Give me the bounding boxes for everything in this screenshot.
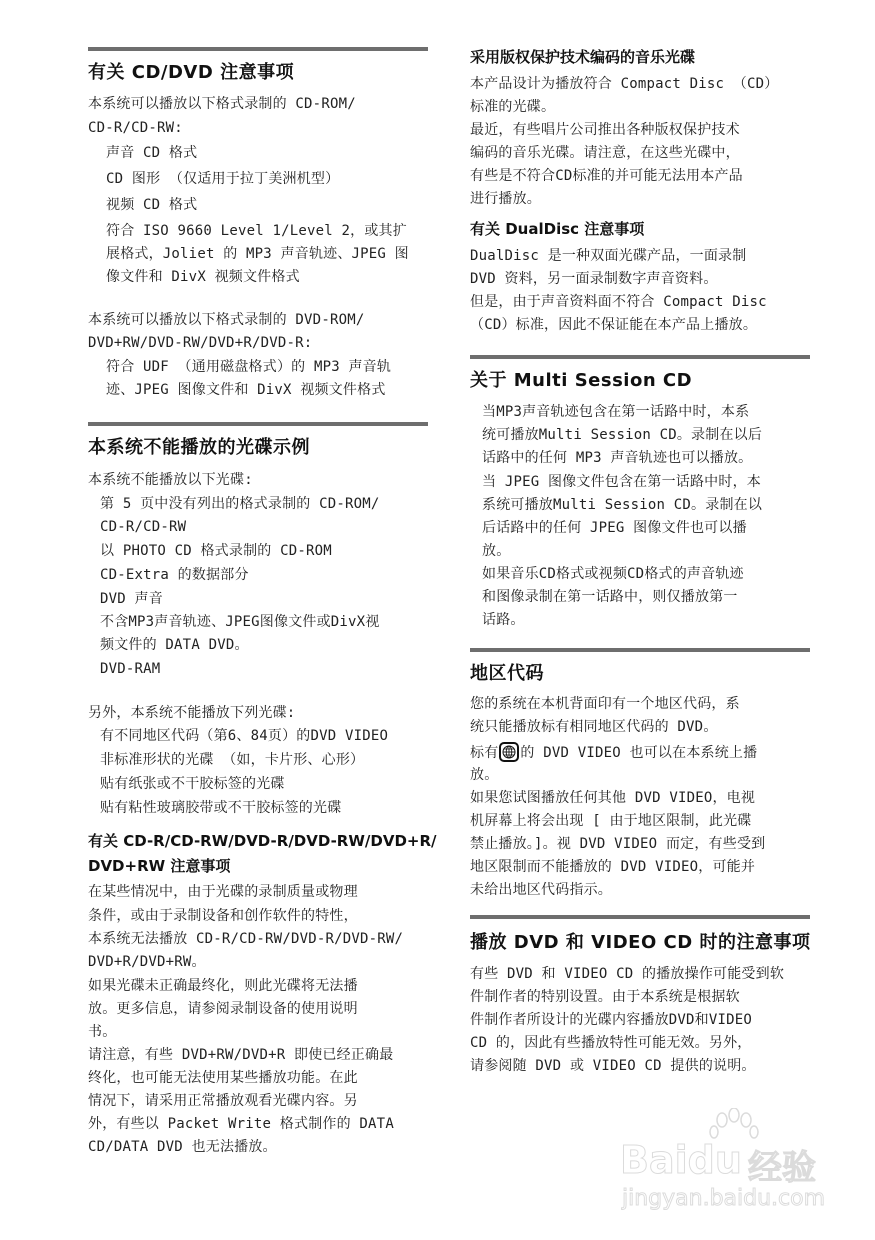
paragraph-line: CD-R/CD-RW: xyxy=(88,120,183,136)
baidu-watermark xyxy=(620,1108,830,1218)
list-item: 系统可播放Multi Session CD。录制在以 xyxy=(482,497,763,513)
section-rule xyxy=(470,355,810,359)
list-item: 非标准形状的光碟 （如，卡片形、心形） xyxy=(100,752,365,768)
section-title: 本系统不能播放的光碟示例 xyxy=(88,437,310,458)
paragraph-line: 机屏幕上将会出现 [ 由于地区限制，此光碟 xyxy=(470,813,752,829)
list-item: 以 PHOTO CD 格式录制的 CD-ROM xyxy=(100,543,332,559)
section-title: 有关 CD/DVD 注意事项 xyxy=(88,62,295,83)
paragraph-line: CD 的，因此有些播放特性可能无效。另外， xyxy=(470,1035,752,1051)
paragraph-line: 在某些情况中，由于光碟的录制质量或物理 xyxy=(88,884,358,900)
list-item: 放。 xyxy=(482,543,511,559)
list-item: 贴有粘性玻璃胶带或不干胶标签的光碟 xyxy=(100,800,342,816)
icon-line-prefix: 标有 xyxy=(470,745,499,761)
paragraph-line: DualDisc 是一种双面光碟产品，一面录制 xyxy=(470,248,747,264)
watermark-url: jingyan.baidu.com xyxy=(622,1186,826,1211)
subsection-title: 有关 CD-R/CD-RW/DVD-R/DVD-RW/DVD+R/ xyxy=(88,832,437,850)
watermark-brand: Baidu xyxy=(620,1138,742,1182)
list-item: 视频 CD 格式 xyxy=(106,197,198,213)
paragraph-line: CD/DATA DVD 也无法播放。 xyxy=(88,1139,277,1155)
paragraph-line: 标准的光碟。 xyxy=(470,99,556,115)
paragraph-line: （CD）标准，因此不保证能在本产品上播放。 xyxy=(470,317,758,333)
list-item: 后话路中的任何 JPEG 图像文件也可以播 xyxy=(482,520,747,536)
paragraph-line: DVD 资料，另一面录制数字声音资料。 xyxy=(470,271,718,287)
paragraph-line: 未给出地区代码指示。 xyxy=(470,882,612,898)
list-item: 当MP3声音轨迹包含在第一话路中时，本系 xyxy=(482,404,750,420)
list-item: 不含MP3声音轨迹、JPEG图像文件或DivX视 xyxy=(100,614,380,630)
paragraph-line: 终化，也可能无法使用某些播放功能。在此 xyxy=(88,1070,358,1086)
paragraph-line: 如果光碟未正确最终化，则此光碟将无法播 xyxy=(88,978,358,994)
paragraph-line: 件制作者所设计的光碟内容播放DVD和VIDEO xyxy=(470,1012,753,1028)
paragraph-line: 书。 xyxy=(88,1024,117,1040)
section-rule xyxy=(470,915,810,919)
list-item: 统可播放Multi Session CD。录制在以后 xyxy=(482,427,763,443)
subsection-title: 采用版权保护技术编码的音乐光碟 xyxy=(470,48,696,66)
paragraph-line: 请参阅随 DVD 或 VIDEO CD 提供的说明。 xyxy=(470,1058,756,1074)
list-item: DVD 声音 xyxy=(100,591,163,607)
paragraph-line: 另外，本系统不能播放下列光碟: xyxy=(88,705,296,721)
list-item: 声音 CD 格式 xyxy=(106,145,198,161)
paragraph-line: 本产品设计为播放符合 Compact Disc （CD） xyxy=(470,76,779,92)
list-item: 符合 UDF （通用磁盘格式）的 MP3 声音轨 xyxy=(106,359,392,375)
paragraph-line: 如果您试图播放任何其他 DVD VIDEO，电视 xyxy=(470,790,756,806)
paragraph-line: 进行播放。 xyxy=(470,191,541,207)
paragraph-line: 您的系统在本机背面印有一个地区代码，系 xyxy=(470,696,740,712)
paragraph-line: 编码的音乐光碟。请注意，在这些光碟中， xyxy=(470,145,740,161)
list-item: 频文件的 DATA DVD。 xyxy=(100,637,249,653)
paragraph-line: 本系统可以播放以下格式录制的 DVD-ROM/ xyxy=(88,312,365,328)
list-item: CD-R/CD-RW xyxy=(100,519,187,535)
paragraph-line-with-icon xyxy=(470,742,757,763)
paragraph-line: 情况下，请采用正常播放观看光碟内容。另 xyxy=(88,1093,358,1109)
list-item: 第 5 页中没有列出的格式录制的 CD-ROM/ xyxy=(100,496,380,512)
list-item: 如果音乐CD格式或视频CD格式的声音轨迹 xyxy=(482,566,744,582)
list-item: 有不同地区代码（第6、84页）的DVD VIDEO xyxy=(100,728,389,744)
paragraph-line: DVD+R/DVD+RW。 xyxy=(88,954,206,970)
subsection-title: 有关 DualDisc 注意事项 xyxy=(470,220,645,238)
list-item: 像文件和 DivX 视频文件格式 xyxy=(106,269,300,285)
list-item: 和图像录制在第一话路中，则仅播放第一 xyxy=(482,589,738,605)
paragraph-line: 件制作者的特别设置。由于本系统是根据软 xyxy=(470,989,740,1005)
paragraph-line: 最近，有些唱片公司推出各种版权保护技术 xyxy=(470,122,740,138)
paragraph-line: 本系统可以播放以下格式录制的 CD-ROM/ xyxy=(88,96,356,112)
section-title: 地区代码 xyxy=(470,663,544,684)
paragraph-line: 地区限制而不能播放的 DVD VIDEO，可能并 xyxy=(470,859,756,875)
list-item: CD-Extra 的数据部分 xyxy=(100,567,249,583)
list-item: 符合 ISO 9660 Level 1/Level 2，或其扩 xyxy=(106,223,407,239)
paragraph-line: 外，有些以 Packet Write 格式制作的 DATA xyxy=(88,1116,394,1132)
list-item: DVD-RAM xyxy=(100,661,161,677)
paragraph-line: 本系统无法播放 CD-R/CD-RW/DVD-R/DVD-RW/ xyxy=(88,931,404,947)
paragraph-line: 请注意，有些 DVD+RW/DVD+R 即使已经正确最 xyxy=(88,1047,394,1063)
paragraph-line: 条件，或由于录制设备和创作软件的特性， xyxy=(88,908,358,924)
paragraph-line: 有些是不符合CD标准的并可能无法用本产品 xyxy=(470,168,743,184)
section-title: 关于 Multi Session CD xyxy=(470,370,693,391)
paragraph-line: 禁止播放。]。视 DVD VIDEO 而定，有些受到 xyxy=(470,836,766,852)
paragraph-line: 放。更多信息，请参阅录制设备的使用说明 xyxy=(88,1001,358,1017)
paragraph-line: DVD+RW/DVD-RW/DVD+R/DVD-R: xyxy=(88,335,313,351)
icon-line-suffix: 的 DVD VIDEO 也可以在本系统上播 xyxy=(520,745,758,761)
section-rule xyxy=(470,648,810,652)
paragraph-line: 但是，由于声音资料面不符合 Compact Disc xyxy=(470,294,767,310)
list-item: 话路中的任何 MP3 声音轨迹也可以播放。 xyxy=(482,450,753,466)
list-item: 当 JPEG 图像文件包含在第一话路中时，本 xyxy=(482,474,761,490)
list-item: 迹、JPEG 图像文件和 DivX 视频文件格式 xyxy=(106,382,386,398)
section-title: 播放 DVD 和 VIDEO CD 时的注意事项 xyxy=(470,932,811,953)
section-rule xyxy=(88,47,428,51)
list-item: 展格式，Joliet 的 MP3 声音轨迹、JPEG 图 xyxy=(106,246,409,262)
watermark-cn: 经验 xyxy=(748,1148,816,1188)
paragraph-line: 放。 xyxy=(470,767,499,783)
subsection-title: DVD+RW 注意事项 xyxy=(88,857,231,875)
section-rule xyxy=(88,422,428,426)
list-item: 贴有纸张或不干胶标签的光碟 xyxy=(100,776,285,792)
list-item: 话路。 xyxy=(482,612,525,628)
paragraph-line: 本系统不能播放以下光碟: xyxy=(88,472,253,488)
paragraph-line: 统只能播放标有相同地区代码的 DVD。 xyxy=(470,719,718,735)
region-globe-icon xyxy=(499,742,519,762)
paragraph-line: 有些 DVD 和 VIDEO CD 的播放操作可能受到软 xyxy=(470,966,785,982)
list-item: CD 图形 （仅适用于拉丁美洲机型） xyxy=(106,171,340,187)
